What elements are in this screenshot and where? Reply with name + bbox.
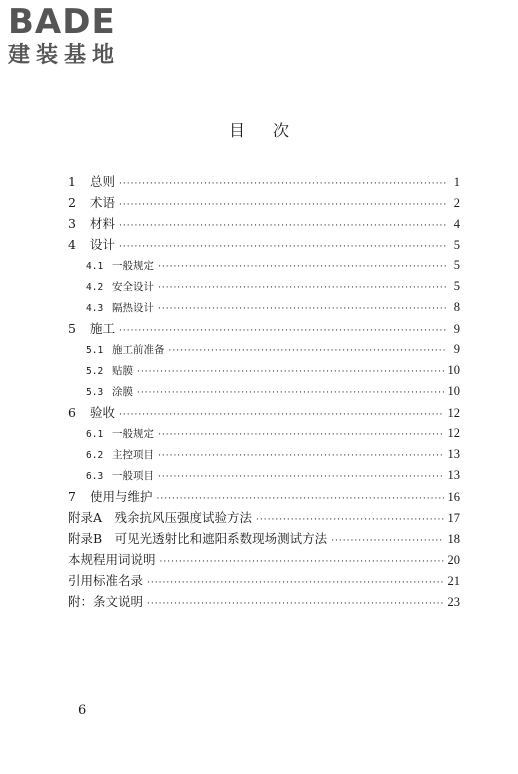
toc-entry-label: 涂膜 [112,386,133,398]
logo-brand: BADE [8,2,116,42]
toc-entry-label: 附：条文说明 [68,594,144,609]
toc-entry-label: 施工 [90,321,116,336]
toc-entry-page: 4 [453,217,460,231]
toc-entry-page: 13 [447,447,460,461]
dot-leader [160,552,444,573]
page-number: 6 [78,703,87,718]
toc-entry-page: 10 [447,384,460,398]
toc-entry-number: 5.2 [86,366,104,377]
dot-leader [119,321,446,342]
toc-entry-label: 安全设计 [112,281,154,293]
dot-leader [119,405,443,426]
toc-entry[interactable] [68,297,460,318]
toc-entry-number: 5.1 [86,345,104,356]
toc-entry[interactable] [68,213,460,234]
toc-entry-page: 5 [453,238,460,252]
toc-entry-label: 验收 [90,405,116,420]
toc-entry-page: 1 [453,175,460,189]
dot-leader [158,467,444,488]
toc-entry-page: 9 [453,342,460,356]
toc-entry[interactable] [68,591,460,612]
dot-leader [169,341,447,362]
toc-entry-number: 5.3 [86,387,104,398]
dot-leader [147,594,443,615]
toc-entry[interactable] [68,360,460,381]
toc-entry-page: 17 [447,511,460,525]
dot-leader [147,573,443,594]
toc-entry-label: 总则 [90,174,116,189]
dot-leader [119,216,446,237]
dot-leader [119,237,446,258]
toc-entry-number: 4.2 [86,282,104,293]
toc-entry[interactable] [68,381,460,402]
toc-entry-label: 术语 [90,195,116,210]
dot-leader [158,278,446,299]
toc-entry-page: 13 [447,468,460,482]
toc-entry-label: 使用与维护 [90,489,153,504]
toc-entry[interactable] [68,402,460,423]
toc-entry-label: 本规程用词说明 [68,552,156,567]
table-of-contents [68,171,460,612]
dot-leader [158,446,444,467]
toc-entry-number: 6 [68,405,76,420]
toc-entry-page: 10 [447,363,460,377]
toc-entry[interactable] [68,171,460,192]
toc-entry-page: 5 [453,279,460,293]
dot-leader [158,425,444,446]
toc-entry[interactable] [68,444,460,465]
toc-entry-number: 7 [68,489,76,504]
toc-entry-number: 1 [68,174,76,189]
page-title: 目次 [228,121,317,140]
toc-entry-label: 引用标准名录 [68,573,144,588]
toc-entry[interactable] [68,570,460,591]
toc-entry-number: 2 [68,195,76,210]
toc-entry[interactable] [68,276,460,297]
dot-leader [158,257,446,278]
toc-entry-number: 4.1 [86,261,104,272]
toc-entry[interactable] [68,486,460,507]
toc-entry-page: 9 [453,322,460,336]
toc-entry[interactable] [68,528,460,549]
toc-entry-label: 材料 [90,216,116,231]
dot-leader [119,195,446,216]
toc-entry[interactable] [68,507,460,528]
toc-entry-label: 隔热设计 [112,302,154,314]
toc-entry[interactable] [68,465,460,486]
toc-entry[interactable] [68,339,460,360]
dot-leader [158,299,446,320]
toc-entry[interactable] [68,255,460,276]
toc-entry-label: 施工前准备 [112,344,165,356]
toc-entry-page: 21 [447,574,460,588]
toc-entry-label: 设计 [90,237,116,252]
toc-entry-label: 一般规定 [112,260,154,272]
toc-entry[interactable] [68,192,460,213]
toc-entry-number: 6.2 [86,450,104,461]
toc-entry-label: 附录A 残余抗风压强度试验方法 [68,510,253,525]
toc-entry-page: 12 [447,406,460,420]
toc-entry-label: 一般规定 [112,428,154,440]
dot-leader [331,531,443,552]
toc-entry-number: 3 [68,216,76,231]
toc-entry-page: 23 [447,595,460,609]
logo-subtitle: 建装基地 [8,43,121,68]
watermark-logo [8,4,158,76]
toc-entry[interactable] [68,423,460,444]
toc-entry-number: 4.3 [86,303,104,314]
toc-entry-label: 附录B 可见光透射比和遮阳系数现场测试方法 [68,531,328,546]
toc-entry-page: 18 [447,532,460,546]
toc-entry-label: 主控项目 [112,449,154,461]
toc-entry-page: 8 [453,300,460,314]
toc-entry[interactable] [68,549,460,570]
dot-leader [137,383,444,404]
toc-entry-page: 20 [447,553,460,567]
toc-entry-page: 16 [447,490,460,504]
toc-entry[interactable] [68,318,460,339]
toc-entry-page: 12 [447,426,460,440]
toc-entry-page: 2 [453,196,460,210]
toc-entry-page: 5 [453,258,460,272]
toc-entry-number: 5 [68,321,76,336]
toc-entry-number: 6.3 [86,471,104,482]
dot-leader [137,362,444,383]
toc-entry-label: 贴膜 [112,365,133,377]
toc-entry[interactable] [68,234,460,255]
toc-entry-label: 一般项目 [112,470,154,482]
dot-leader [119,174,446,195]
toc-entry-number: 4 [68,237,76,252]
toc-entry-number: 6.1 [86,429,104,440]
